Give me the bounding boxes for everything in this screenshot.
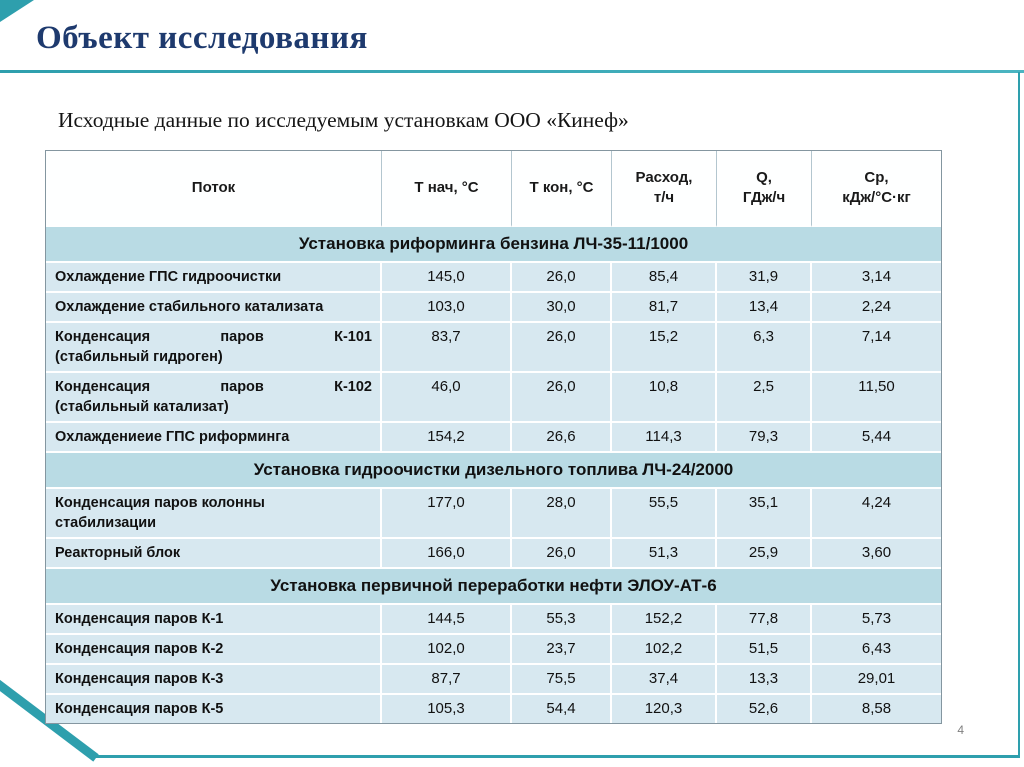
table-row <box>46 489 941 539</box>
value-cell: 51,5 <box>717 635 812 665</box>
table-row <box>46 373 941 423</box>
value-cell: 102,0 <box>382 635 512 665</box>
column-header <box>812 151 941 227</box>
value-cell: 11,50 <box>812 373 941 423</box>
value-cell: 55,3 <box>512 605 612 635</box>
value-cell: 102,2 <box>612 635 717 665</box>
table-row <box>46 539 941 569</box>
column-header <box>46 151 382 227</box>
column-header <box>382 151 512 227</box>
value-cell: 25,9 <box>717 539 812 569</box>
value-cell: 46,0 <box>382 373 512 423</box>
column-header <box>717 151 812 227</box>
value-cell: 2,5 <box>717 373 812 423</box>
table-header <box>46 151 941 227</box>
stream-name-line: Конденсация паров К-102 <box>55 379 372 395</box>
subtitle: Исходные данные по исследуемым установкам ООО «Кинеф» <box>58 108 629 132</box>
value-cell: 2,24 <box>812 293 941 323</box>
column-header-line: ГДж/ч <box>742 189 786 206</box>
stream-name-cell <box>46 539 382 569</box>
value-cell: 37,4 <box>612 665 717 695</box>
value-cell: 26,6 <box>512 423 612 453</box>
value-cell: 54,4 <box>512 695 612 723</box>
table-row <box>46 323 941 373</box>
value-cell: 75,5 <box>512 665 612 695</box>
column-header-line: Q, <box>756 169 772 186</box>
value-cell: 177,0 <box>382 489 512 539</box>
section-header-row <box>46 569 941 605</box>
value-cell: 6,3 <box>717 323 812 373</box>
value-cell: 28,0 <box>512 489 612 539</box>
stream-name-line: Конденсация паров К-1 <box>55 611 224 627</box>
value-cell: 144,5 <box>382 605 512 635</box>
stream-name-line: стабилизации <box>55 515 157 531</box>
column-header <box>612 151 717 227</box>
value-cell: 15,2 <box>612 323 717 373</box>
corner-accent-top-left <box>0 0 34 22</box>
stream-name-line: Конденсация паров К-5 <box>55 701 224 717</box>
table-row <box>46 605 941 635</box>
stream-name-cell <box>46 635 382 665</box>
stream-name-cell <box>46 489 382 539</box>
section-header: Установка первичной переработки нефти ЭЛОУ-АТ-6 <box>46 569 941 605</box>
streams-data-table <box>46 151 941 723</box>
table-row <box>46 665 941 695</box>
stream-name-cell <box>46 665 382 695</box>
section-header: Установка гидроочистки дизельного топлива ЛЧ-24/2000 <box>46 453 941 489</box>
value-cell: 79,3 <box>717 423 812 453</box>
value-cell: 31,9 <box>717 263 812 293</box>
value-cell: 77,8 <box>717 605 812 635</box>
value-cell: 85,4 <box>612 263 717 293</box>
value-cell: 26,0 <box>512 539 612 569</box>
header-row <box>46 151 941 227</box>
column-header-line: Т нач, °С <box>414 179 479 196</box>
column-header-line: Т кон, °С <box>529 179 594 196</box>
column-header-line: кДж/°С·кг <box>842 189 911 206</box>
value-cell: 152,2 <box>612 605 717 635</box>
section-header-row <box>46 453 941 489</box>
table-row <box>46 293 941 323</box>
page-title: Объект исследования <box>36 20 368 56</box>
value-cell: 13,4 <box>717 293 812 323</box>
stream-name-line: Конденсация паров К-2 <box>55 641 224 657</box>
value-cell: 7,14 <box>812 323 941 373</box>
value-cell: 114,3 <box>612 423 717 453</box>
value-cell: 120,3 <box>612 695 717 723</box>
page-number: 4 <box>957 723 964 737</box>
column-header-line: Расход, <box>635 169 693 186</box>
stream-name-line: Реакторный блок <box>55 545 181 561</box>
table-body <box>46 227 941 723</box>
value-cell: 26,0 <box>512 373 612 423</box>
column-header-line: Поток <box>191 179 236 196</box>
title-divider-line <box>0 70 1024 73</box>
stream-name-cell <box>46 293 382 323</box>
value-cell: 10,8 <box>612 373 717 423</box>
table-row <box>46 695 941 723</box>
value-cell: 154,2 <box>382 423 512 453</box>
stream-name-cell <box>46 423 382 453</box>
stream-name-line: Конденсация паров колонны <box>55 495 265 511</box>
bottom-border-line <box>90 755 1020 758</box>
right-border-line <box>1018 72 1020 758</box>
value-cell: 5,44 <box>812 423 941 453</box>
stream-name-line: Охлаждение ГПС гидроочистки <box>55 269 282 285</box>
stream-name-line: Конденсация паров К-101 <box>55 329 372 345</box>
value-cell: 3,60 <box>812 539 941 569</box>
value-cell: 83,7 <box>382 323 512 373</box>
data-table-wrapper <box>45 150 942 724</box>
column-header <box>512 151 612 227</box>
value-cell: 26,0 <box>512 263 612 293</box>
stream-name-cell <box>46 323 382 373</box>
value-cell: 51,3 <box>612 539 717 569</box>
section-header: Установка риформинга бензина ЛЧ-35-11/1000 <box>46 227 941 263</box>
value-cell: 4,24 <box>812 489 941 539</box>
value-cell: 103,0 <box>382 293 512 323</box>
value-cell: 13,3 <box>717 665 812 695</box>
value-cell: 145,0 <box>382 263 512 293</box>
value-cell: 6,43 <box>812 635 941 665</box>
stream-name-cell <box>46 373 382 423</box>
stream-name-line: Конденсация паров К-3 <box>55 671 224 687</box>
section-header-row <box>46 227 941 263</box>
value-cell: 87,7 <box>382 665 512 695</box>
value-cell: 52,6 <box>717 695 812 723</box>
column-header-line: Ср, <box>864 169 889 186</box>
value-cell: 55,5 <box>612 489 717 539</box>
value-cell: 30,0 <box>512 293 612 323</box>
value-cell: 8,58 <box>812 695 941 723</box>
value-cell: 35,1 <box>717 489 812 539</box>
table-row <box>46 263 941 293</box>
value-cell: 105,3 <box>382 695 512 723</box>
value-cell: 29,01 <box>812 665 941 695</box>
table-row <box>46 635 941 665</box>
value-cell: 3,14 <box>812 263 941 293</box>
stream-name-cell <box>46 605 382 635</box>
value-cell: 5,73 <box>812 605 941 635</box>
value-cell: 81,7 <box>612 293 717 323</box>
stream-name-cell <box>46 695 382 723</box>
stream-name-line: (стабильный гидроген) <box>55 349 223 365</box>
stream-name-line: (стабильный катализат) <box>55 399 229 415</box>
stream-name-line: Охлаждениеие ГПС риформинга <box>55 429 290 445</box>
value-cell: 26,0 <box>512 323 612 373</box>
value-cell: 23,7 <box>512 635 612 665</box>
value-cell: 166,0 <box>382 539 512 569</box>
stream-name-line: Охлаждение стабильного катализата <box>55 299 324 315</box>
stream-name-cell <box>46 263 382 293</box>
column-header-line: т/ч <box>653 189 675 206</box>
table-row <box>46 423 941 453</box>
